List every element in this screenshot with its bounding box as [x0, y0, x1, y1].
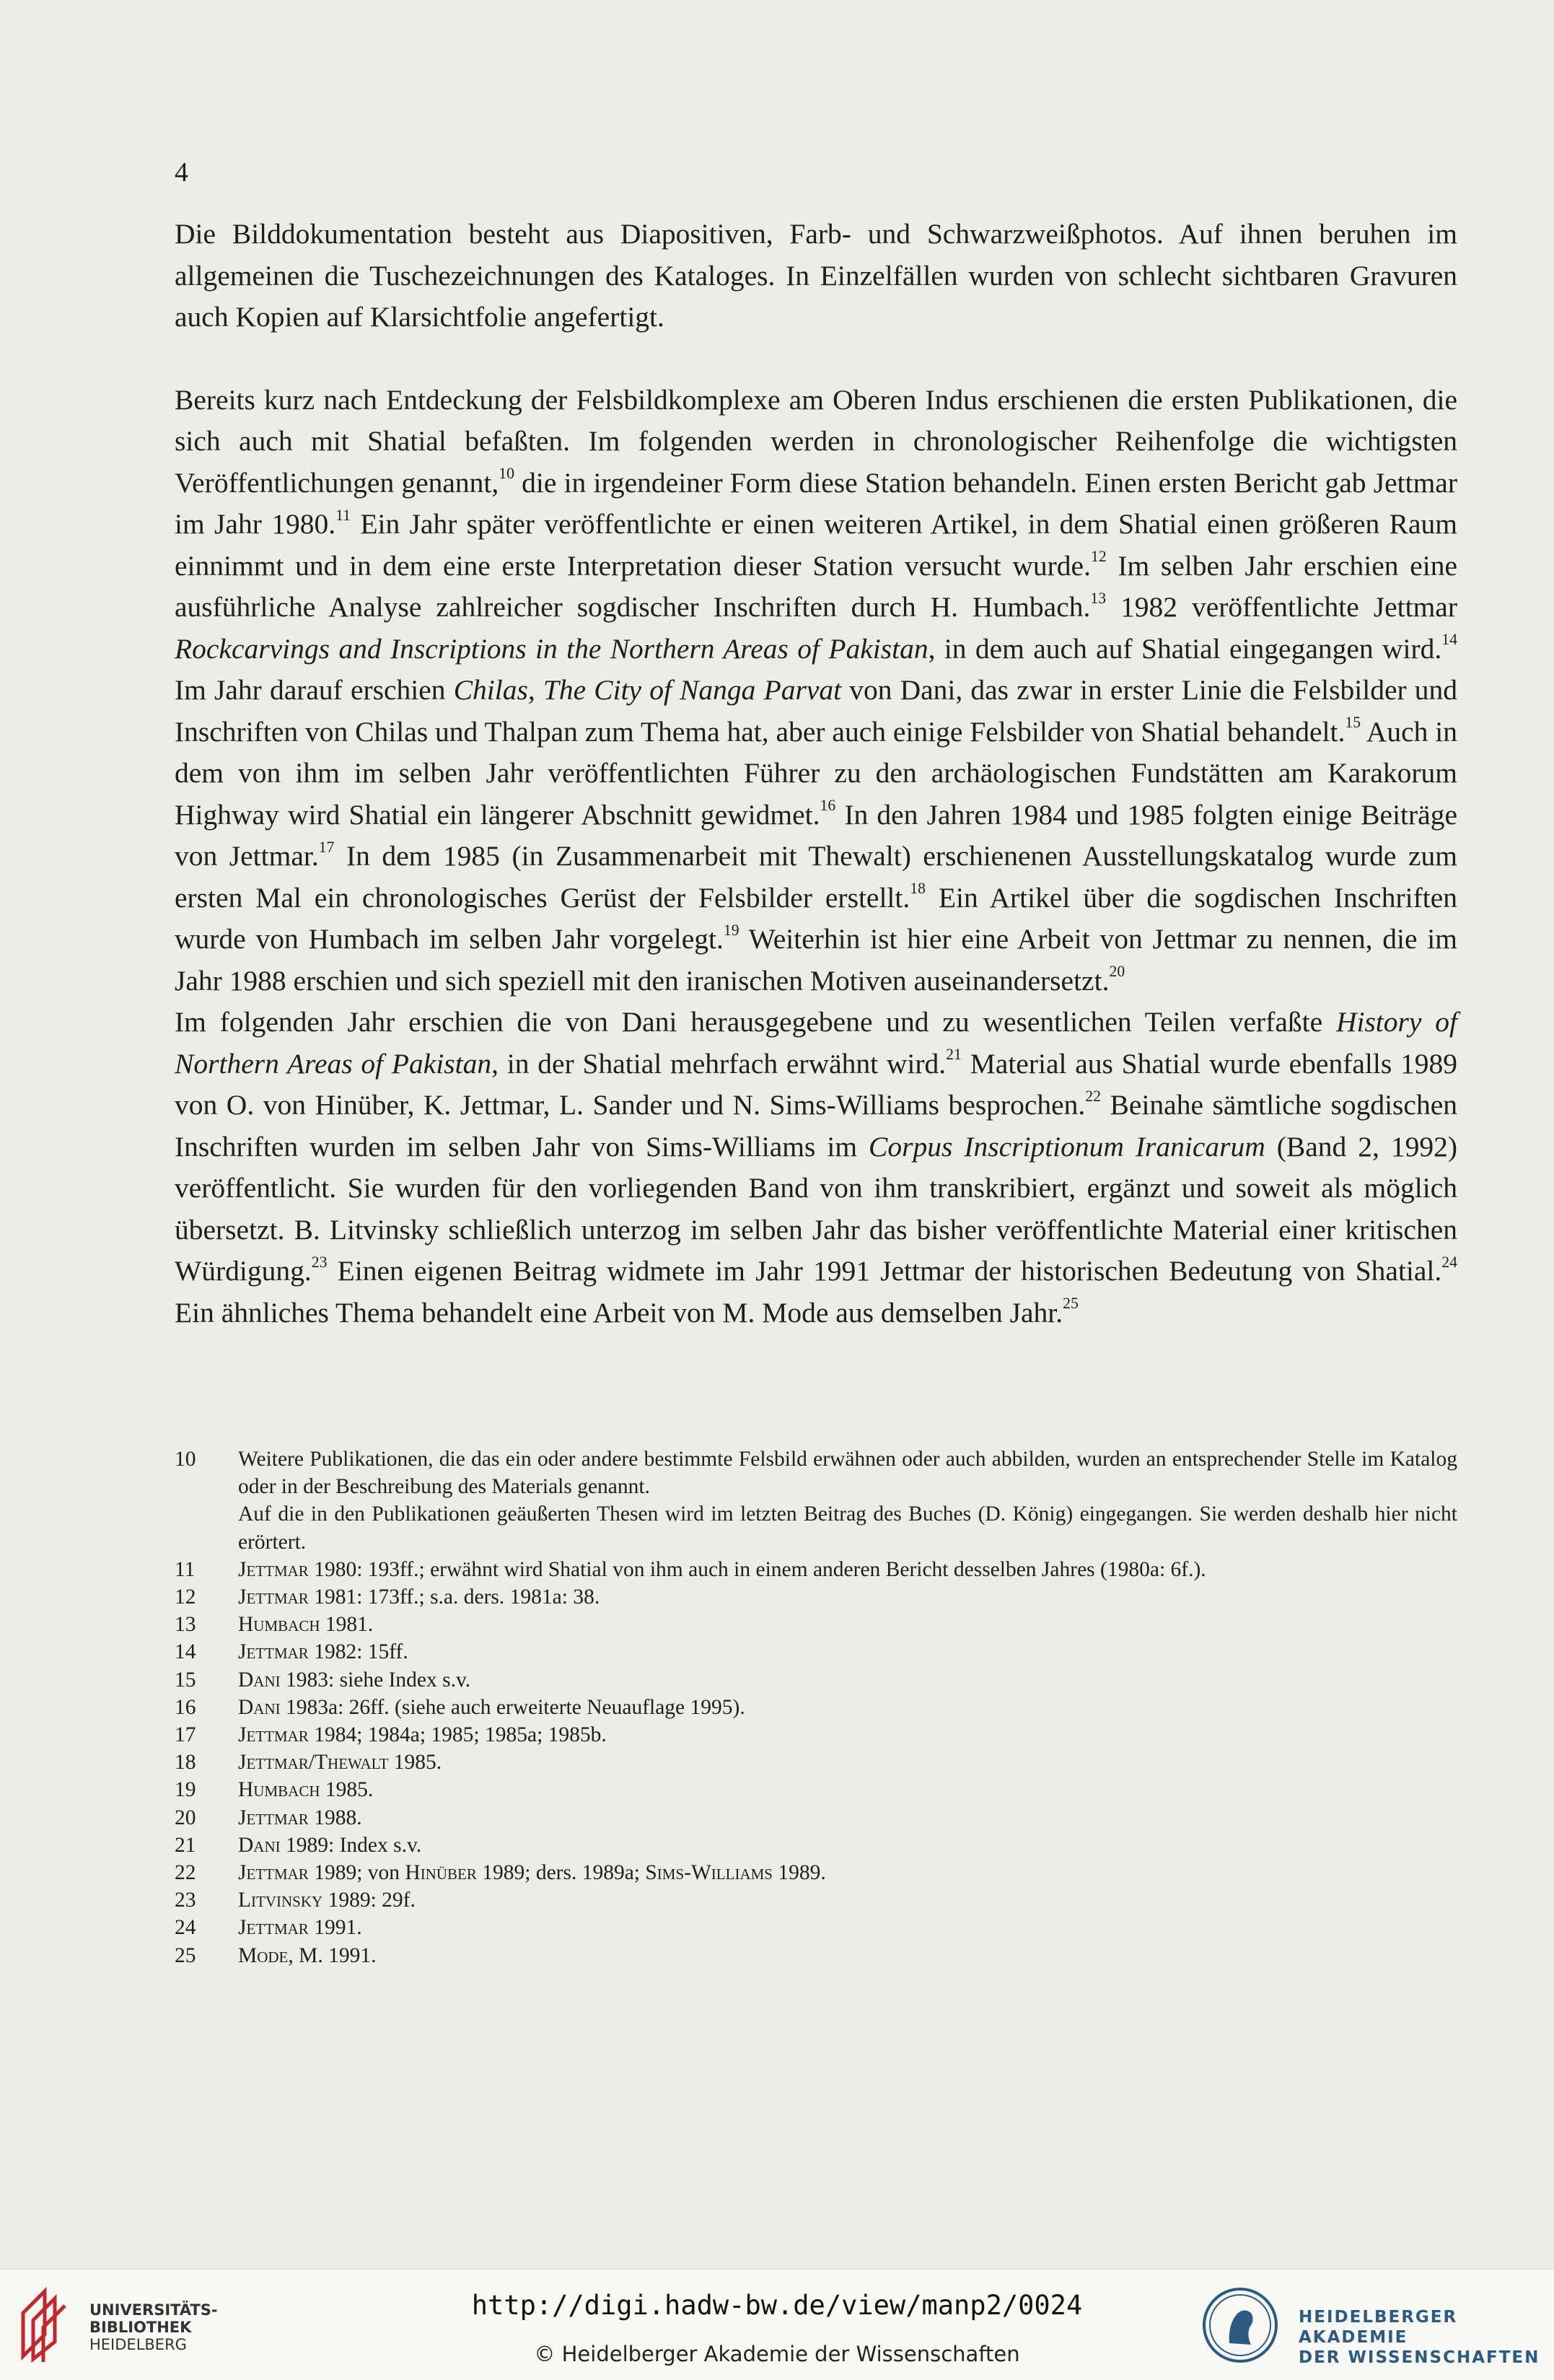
footnote-number: 11	[175, 1557, 196, 1581]
text-run: In den Jahren 1984 und 1985 folgten einige Beiträge von Jettmar.	[175, 798, 1457, 872]
author-name: Jettmar	[238, 1723, 309, 1747]
footnote-text	[238, 1832, 1457, 1859]
footnote-paragraph	[238, 1583, 1457, 1611]
footnote-number: 17	[175, 1723, 196, 1747]
page-number: 4	[175, 157, 188, 188]
footnotes	[175, 1445, 1457, 1969]
text-run: Ein ähnliches Thema behandelt eine Arbeit von M. Mode aus demselben Jahr.	[175, 1296, 1063, 1329]
footnote-ref: 19	[723, 921, 739, 939]
footnote-number: 20	[175, 1806, 196, 1829]
footnote-paragraph	[238, 1914, 1457, 1941]
footnote-ref: 20	[1109, 963, 1125, 981]
footnote-number: 14	[175, 1640, 196, 1664]
author-name: Dani	[238, 1668, 281, 1692]
footnote-number: 18	[175, 1751, 196, 1775]
footnote-ref: 15	[1345, 714, 1361, 732]
paragraph	[175, 1002, 1457, 1334]
text-run: Ein Jahr später veröffentlichte er einen weiteren Artikel, in dem Shatial einen größeren Raum einnimmt und in dem eine erste Interpretation dieser Station versucht wurde.	[175, 508, 1457, 582]
author-name: Sims-Williams	[645, 1861, 773, 1885]
text-run: 1983: siehe Index s.v.	[280, 1668, 471, 1692]
text-run: 1991.	[308, 1916, 362, 1940]
footnote-text	[238, 1942, 1457, 1969]
text-run: Ein Artikel über die sogdischen Inschriften wurde von Humbach im selben Jahr vorgelegt.	[175, 881, 1457, 955]
author-name: Jettmar	[238, 1557, 309, 1581]
footnote-text	[238, 1666, 1457, 1694]
text-run: 1982: 15ff.	[308, 1640, 408, 1664]
text-run: (Band 2, 1992) veröffentlicht. Sie wurden für den vorliegenden Band von ihm transkribiert, ergänzt und soweit als möglich übersetzt. B. Litvinsky schließlich unterzog im selben Jahr das bisher veröffentlichte Material einer kritischen Würdigung.	[175, 1130, 1457, 1287]
footnote-paragraph	[238, 1886, 1457, 1914]
footnote	[175, 1721, 1457, 1749]
footnote-text	[238, 1859, 1457, 1886]
footnote-number: 22	[175, 1861, 196, 1885]
footnote-paragraph	[238, 1611, 1457, 1638]
text-run: 1989; ders. 1989a;	[476, 1861, 646, 1885]
text-run: , in dem auch auf Shatial eingegangen wird.	[928, 632, 1442, 665]
text-run: 1989; von	[308, 1861, 405, 1885]
author-name: Jettmar	[238, 1916, 309, 1940]
footnote-text	[238, 1445, 1457, 1556]
footnote-text	[238, 1749, 1457, 1776]
text-run: 1981: 173ff.; s.a. ders. 1981a: 38.	[308, 1585, 600, 1609]
text-run: 1989.	[772, 1861, 826, 1885]
footnote-ref: 23	[311, 1253, 328, 1271]
footnote	[175, 1583, 1457, 1611]
author-name: Dani	[238, 1833, 281, 1857]
footnote-number: 23	[175, 1889, 196, 1912]
footnote-number: 19	[175, 1778, 196, 1802]
footnote-paragraph	[238, 1638, 1457, 1666]
footnote-number: 21	[175, 1833, 196, 1857]
footnote	[175, 1832, 1457, 1859]
footnote-paragraph	[238, 1804, 1457, 1832]
text-run: 1981.	[320, 1613, 374, 1637]
author-name: Jettmar/Thewalt	[238, 1751, 389, 1775]
footnote-ref: 18	[910, 880, 926, 898]
permalink-url[interactable]: http://digi.hadw-bw.de/view/manp2/0024	[471, 2290, 1083, 2321]
text-run: 1988.	[308, 1806, 362, 1829]
footnote	[175, 1666, 1457, 1694]
text-run: Auch in dem von ihm im selben Jahr veröffentlichten Führer zu den archäologischen Fundstätten am Karakorum Highway wird Shatial ein längerer Abschnitt gewidmet.	[175, 715, 1457, 831]
author-name: Jettmar	[238, 1806, 309, 1829]
text-run: Weitere Publikationen, die das ein oder andere bestimmte Felsbild erwähnen oder auch abbilden, wurden an entsprechender Stelle im Katalog oder in der Beschreibung des Materials genannt.	[238, 1448, 1457, 1499]
text-run: Weiterhin ist hier eine Arbeit von Jettmar zu nennen, die im Jahr 1988 erschien und sich speziell mit den iranischen Motiven auseinandersetzt.	[175, 923, 1457, 997]
footnote	[175, 1942, 1457, 1969]
footnote	[175, 1611, 1457, 1638]
text-run: Im Jahr darauf erschien	[175, 674, 454, 706]
author-name: Jettmar	[238, 1585, 309, 1609]
text-run: , M. 1991.	[288, 1943, 377, 1967]
footnote-number: 24	[175, 1916, 196, 1940]
author-name: Mode	[238, 1943, 289, 1967]
footnote	[175, 1914, 1457, 1941]
text-run: , in der Shatial mehrfach erwähnt wird.	[491, 1047, 947, 1080]
footnote-ref: 17	[318, 838, 335, 856]
footnote-text	[238, 1914, 1457, 1941]
academy-name: HEIDELBERGER AKADEMIE DER WISSENSCHAFTEN	[1299, 2308, 1540, 2367]
footer-bar	[0, 2269, 1554, 2380]
footnote-ref: 21	[946, 1046, 962, 1064]
footnote-text	[238, 1638, 1457, 1666]
author-name: Dani	[238, 1695, 281, 1719]
university-library-name: UNIVERSITÄTS- BIBLIOTHEK HEIDELBERG	[89, 2301, 218, 2353]
footnote-paragraph	[238, 1942, 1457, 1969]
footnote-ref: 10	[499, 465, 514, 483]
footnote	[175, 1804, 1457, 1832]
text-run: 1985.	[388, 1751, 442, 1775]
text-run: Im folgenden Jahr erschien die von Dani herausgegebene und zu wesentlichen Teilen verfaßte	[175, 1006, 1336, 1038]
text-run: Beinahe sämtliche sogdischen Inschriften wurden im selben Jahr von Sims-Williams im	[175, 1089, 1457, 1163]
footnote-text	[238, 1721, 1457, 1749]
footnote-paragraph	[238, 1500, 1457, 1555]
footnote-text	[238, 1556, 1457, 1583]
footnote	[175, 1749, 1457, 1776]
footnote-paragraph	[238, 1556, 1457, 1583]
book-title: Rockcarvings and Inscriptions in the Northern Areas of Pakistan	[175, 632, 929, 665]
footnote-paragraph	[238, 1776, 1457, 1803]
text-run: die in irgendeiner Form diese Station behandeln. Einen ersten Bericht gab Jettmar im Jahr 1980.	[175, 466, 1457, 540]
footnote-ref: 22	[1085, 1087, 1101, 1105]
text-run: Die Bilddokumentation besteht aus Diapositiven, Farb- und Schwarzweißphotos. Auf ihnen beruhen im allgemeinen die Tuschezeichnungen des Kataloges. In Einzelfällen wurden von schlecht sichtbaren Gravuren auch Kopien auf Klarsichtfolie angefertigt.	[175, 218, 1457, 333]
text-run: Im selben Jahr erschien eine ausführliche Analyse zahlreicher sogdischer Inschriften durch H. Humbach.	[175, 549, 1457, 623]
footnote-paragraph	[238, 1859, 1457, 1886]
footnote-number: 15	[175, 1668, 196, 1692]
footnote-text	[238, 1886, 1457, 1914]
copyright-notice: © Heidelberger Akademie der Wissenschaften	[534, 2342, 1020, 2366]
text-run: 1989: Index s.v.	[280, 1833, 422, 1857]
footnote-ref: 16	[820, 797, 836, 815]
footnote-text	[238, 1694, 1457, 1721]
book-title: Chilas, The City of Nanga Parvat	[453, 674, 842, 706]
author-name: Jettmar	[238, 1861, 309, 1885]
text-run: 1982 veröffentlichte Jettmar	[1106, 591, 1457, 623]
footnote-text	[238, 1611, 1457, 1638]
text-run: 1983a: 26ff. (siehe auch erweiterte Neuauflage 1995).	[280, 1695, 745, 1719]
footnote	[175, 1445, 1457, 1556]
author-name: Jettmar	[238, 1640, 309, 1664]
academy-seal-icon	[1200, 2285, 1280, 2365]
footnote-paragraph	[238, 1721, 1457, 1749]
footnote-number: 16	[175, 1695, 196, 1719]
footnote-ref: 12	[1090, 548, 1107, 566]
footnote-number: 13	[175, 1613, 196, 1637]
text-run: Einen eigenen Beitrag widmete im Jahr 1991 Jettmar der historischen Bedeutung von Shatial.	[327, 1255, 1442, 1287]
author-name: Humbach	[238, 1778, 320, 1802]
footnote	[175, 1694, 1457, 1721]
author-name: Litvinsky	[238, 1889, 323, 1912]
footnote	[175, 1638, 1457, 1666]
footnote-paragraph	[238, 1749, 1457, 1776]
footnote-ref: 13	[1090, 589, 1107, 607]
text-run: 1989: 29f.	[322, 1889, 416, 1912]
footnote	[175, 1776, 1457, 1803]
footnote-ref: 11	[335, 506, 351, 524]
text-run: von Dani, das zwar in erster Linie die Felsbilder und Inschriften von Chilas und Thalpan zum Thema hat, aber auch einige Felsbilder von Shatial behandelt.	[175, 674, 1458, 748]
body-text	[175, 214, 1457, 1334]
text-run: 1980: 193ff.; erwähnt wird Shatial von ihm auch in einem anderen Bericht desselben Jahres (1980a: 6f.).	[308, 1557, 1206, 1581]
footnote	[175, 1859, 1457, 1886]
paragraph	[175, 380, 1457, 1002]
text-run: 1985.	[320, 1778, 374, 1802]
footnote-text	[238, 1583, 1457, 1611]
footnote	[175, 1886, 1457, 1914]
footnote	[175, 1556, 1457, 1583]
footnote-text	[238, 1776, 1457, 1803]
footnote-ref: 24	[1441, 1253, 1457, 1271]
paragraph	[175, 214, 1457, 338]
footnote-ref: 25	[1063, 1295, 1079, 1313]
text-run: Bereits kurz nach Entdeckung der Felsbildkomplexe am Oberen Indus erschienen die ersten Publikationen, die sich auch mit Shatial befaßten. Im folgenden werden in chronologischer Reihenfolge die wichtigsten Veröffentlichungen genannt,	[175, 383, 1457, 499]
footnote-paragraph	[238, 1832, 1457, 1859]
footnote-text	[238, 1804, 1457, 1832]
author-name: Hinüber	[405, 1861, 477, 1885]
footnote-number: 10	[175, 1448, 196, 1471]
book-title: Corpus Inscriptionum Iranicarum	[869, 1130, 1265, 1163]
footnote-paragraph	[238, 1694, 1457, 1721]
text-run: 1984; 1984a; 1985; 1985a; 1985b.	[308, 1723, 607, 1747]
footnote-number: 12	[175, 1585, 196, 1609]
author-name: Humbach	[238, 1613, 320, 1637]
footnote-ref: 14	[1441, 631, 1457, 649]
footnote-number: 25	[175, 1943, 196, 1967]
text-run: In dem 1985 (in Zusammenarbeit mit Thewalt) erschienenen Ausstellungskatalog wurde zum ersten Mal ein chronologisches Gerüst der Felsbilder erstellt.	[175, 840, 1457, 914]
text-run: Auf die in den Publikationen geäußerten Thesen wird im letzten Beitrag des Buches (D. König) eingegangen. Sie werden deshalb hier nicht erörtert.	[238, 1502, 1457, 1554]
text-run: Material aus Shatial wurde ebenfalls 1989 von O. von Hinüber, K. Jettmar, L. Sander und N. Sims-Williams besprochen.	[175, 1047, 1458, 1121]
footnote-paragraph	[238, 1666, 1457, 1694]
book-title: History of Northern Areas of Pakistan	[175, 1006, 1457, 1080]
footnote-paragraph	[238, 1445, 1457, 1500]
